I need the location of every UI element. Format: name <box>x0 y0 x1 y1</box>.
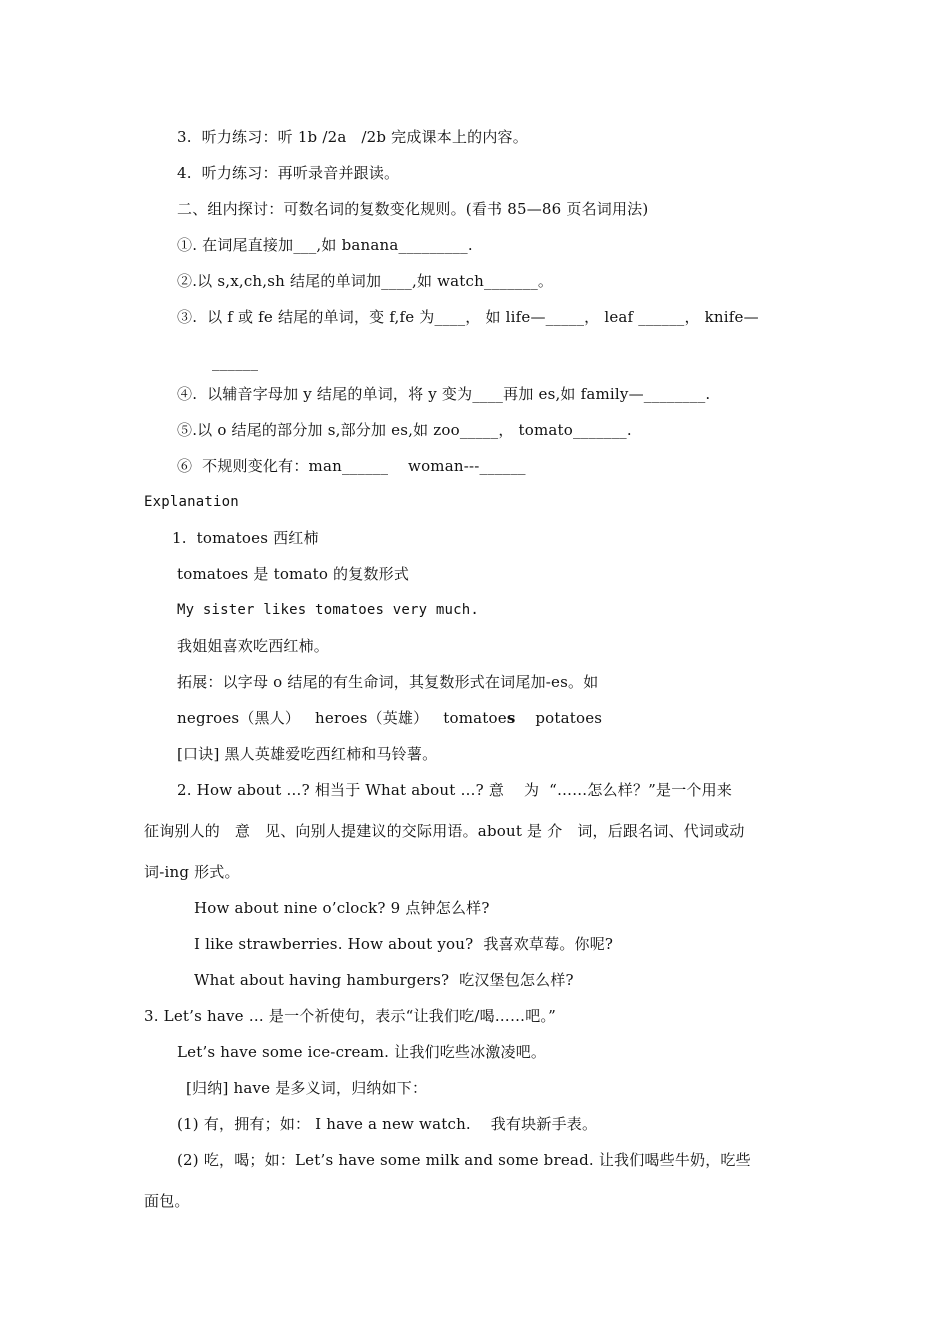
text-span <box>515 709 535 727</box>
text-line: ④. 以辅音字母加 y 结尾的单词，将 y 变为____再加 es,如 family—________. <box>177 385 711 403</box>
text-span: potatoes <box>535 709 603 727</box>
text-line: [归纳] have 是多义词，归纳如下： <box>186 1079 428 1097</box>
text-line: ⑥ 不规则变化有：man______ woman---______ <box>177 457 526 475</box>
text-line: I like strawberries. How about you? 我喜欢草莓。你呢? <box>194 935 614 953</box>
text-line: ①. 在词尾直接加___,如 banana_________. <box>177 236 473 254</box>
text-span-bold: s <box>506 709 516 727</box>
section-heading: Explanation <box>144 494 239 510</box>
text-line: 二、组内探讨：可数名词的复数变化规则。(看书 85—86 页名词用法) <box>177 200 649 218</box>
text-line: (2) 吃，喝；如：Let’s have some milk and some bread. 让我们喝些牛奶，吃些 <box>177 1151 751 1169</box>
text-line: Let’s have some ice-cream. 让我们吃些冰激凌吧。 <box>177 1043 547 1061</box>
text-line: 1. tomatoes 西红柿 <box>172 529 319 547</box>
text-line: How about nine o’clock? 9 点钟怎么样? <box>194 899 490 917</box>
text-line: 征询别人的 意 见、向别人提建议的交际用语。about 是 介 词，后跟名词、代词或动 <box>144 822 745 840</box>
text-line: ③. 以 f 或 fe 结尾的单词，变 f,fe 为____， 如 life—_____， leaf ______， knife— <box>177 308 759 326</box>
text-line: ②.以 s,x,ch,sh 结尾的单词加____,如 watch_______。 <box>177 272 554 290</box>
text-line: (1) 有，拥有；如： I have a new watch. 我有块新手表。 <box>177 1115 598 1133</box>
text-line: tomatoes 是 tomato 的复数形式 <box>177 565 410 583</box>
text-line: My sister likes tomatoes very much. <box>177 602 480 618</box>
text-line: 3. Let’s have … 是一个祈使句，表示“让我们吃/喝……吧。” <box>144 1007 556 1025</box>
text-line: 面包。 <box>144 1192 190 1210</box>
text-line: [口诀] 黑人英雄爱吃西红柿和马铃薯。 <box>177 745 438 763</box>
text-line: 2. How about …? 相当于 What about …? 意 为 “……怎么样？”是一个用来 <box>177 781 733 799</box>
text-line <box>177 708 602 728</box>
text-line: 3. 听力练习：听 1b /2a /2b 完成课本上的内容。 <box>177 128 528 146</box>
text-line: ______ <box>212 353 259 371</box>
text-line: 我姐姐喜欢吃西红柿。 <box>177 637 330 655</box>
text-line: What about having hamburgers? 吃汉堡包怎么样? <box>194 971 574 989</box>
text-span: negroes（黑人） heroes（英雄） tomatoe <box>177 709 507 727</box>
text-line: 4. 听力练习：再听录音并跟读。 <box>177 164 400 182</box>
text-line: 词-ing 形式。 <box>144 863 240 881</box>
text-line: ⑤.以 o 结尾的部分加 s,部分加 es,如 zoo_____， tomato_______. <box>177 421 632 439</box>
text-line: 拓展：以字母 o 结尾的有生命词，其复数形式在词尾加-es。如 <box>177 673 599 691</box>
